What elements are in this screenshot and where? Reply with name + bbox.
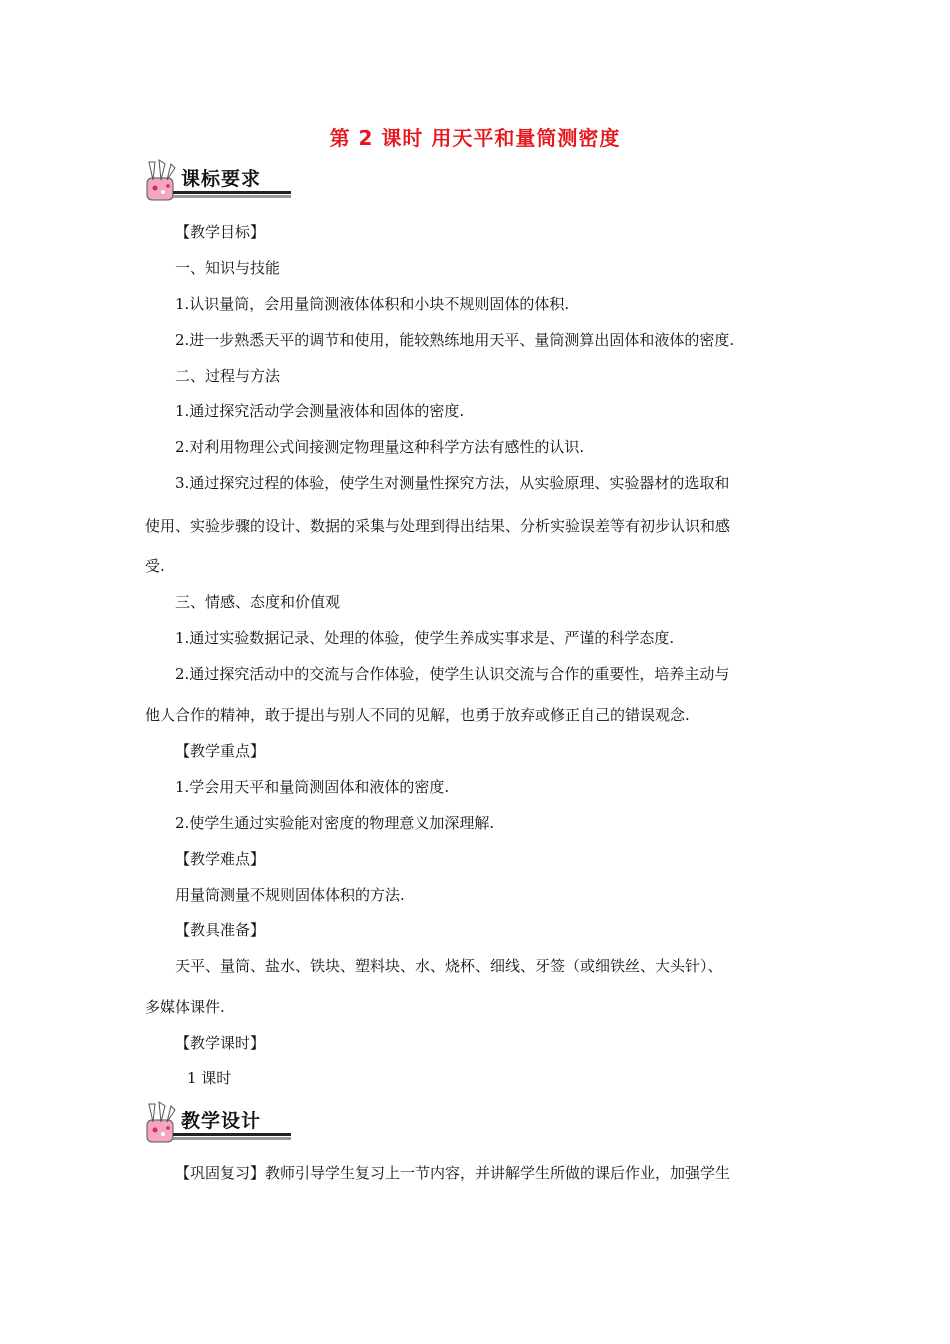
heading-class-hours: 【教学课时】	[175, 1034, 266, 1052]
paragraph-line: 天平、量筒、盐水、铁块、塑料块、水、烧杯、细线、牙签（或细铁丝、大头针）、	[175, 957, 723, 975]
paragraph-line: 2.对利用物理公式间接测定物理量这种科学方法有感性的认识.	[175, 438, 585, 456]
paragraph-line: 用量筒测量不规则固体体积的方法.	[175, 886, 405, 904]
paragraph-line: 3.通过探究过程的体验，使学生对测量性探究方法，从实验原理、实验器材的选取和	[175, 474, 730, 492]
heading-teaching-aids: 【教具准备】	[175, 921, 266, 939]
paragraph-line: 1.通过实验数据记录、处理的体验，使学生养成实事求是、严谨的科学态度.	[175, 629, 675, 647]
banner-label: 教学设计	[181, 1110, 262, 1132]
heading-key-points: 【教学重点】	[175, 742, 266, 760]
paragraph-line: 【巩固复习】教师引导学生复习上一节内容，并讲解学生所做的课后作业，加强学生	[175, 1164, 731, 1182]
banner-underline	[173, 1133, 291, 1141]
subheading-knowledge-skills: 一、知识与技能	[175, 259, 281, 277]
heading-teaching-goals: 【教学目标】	[175, 223, 266, 241]
paragraph-line: 1 课时	[187, 1069, 232, 1087]
paragraph-line: 1.通过探究活动学会测量液体和固体的密度.	[175, 402, 465, 420]
section-banner-standards	[143, 158, 293, 202]
page-title: 第 2 课时 用天平和量筒测密度	[329, 126, 621, 150]
section-banner-design	[143, 1100, 293, 1144]
paragraph-line: 1.认识量筒，会用量筒测液体体积和小块不规则固体的体积.	[175, 295, 570, 313]
subheading-process-method: 二、过程与方法	[175, 367, 281, 385]
paragraph-line: 多媒体课件.	[145, 998, 225, 1016]
paragraph-line: 2.使学生通过实验能对密度的物理意义加深理解.	[175, 814, 495, 832]
paragraph-line: 1.学会用天平和量筒测固体和液体的密度.	[175, 778, 450, 796]
subheading-attitude-values: 三、情感、态度和价值观	[175, 593, 341, 611]
banner-label: 课标要求	[181, 168, 262, 190]
heading-difficulties: 【教学难点】	[175, 850, 266, 868]
paragraph-line: 使用、实验步骤的设计、数据的采集与处理到得出结果、分析实验误差等有初步认识和感	[145, 517, 731, 535]
paragraph-line: 受.	[145, 557, 165, 575]
paragraph-line: 2.通过探究活动中的交流与合作体验，使学生认识交流与合作的重要性，培养主动与	[175, 665, 730, 683]
paragraph-line: 他人合作的精神，敢于提出与别人不同的见解，也勇于放弃或修正自己的错误观念.	[145, 706, 690, 724]
paragraph-line: 2.进一步熟悉天平的调节和使用，能较熟练地用天平、量筒测算出固体和液体的密度.	[175, 331, 735, 349]
banner-underline	[173, 191, 291, 199]
